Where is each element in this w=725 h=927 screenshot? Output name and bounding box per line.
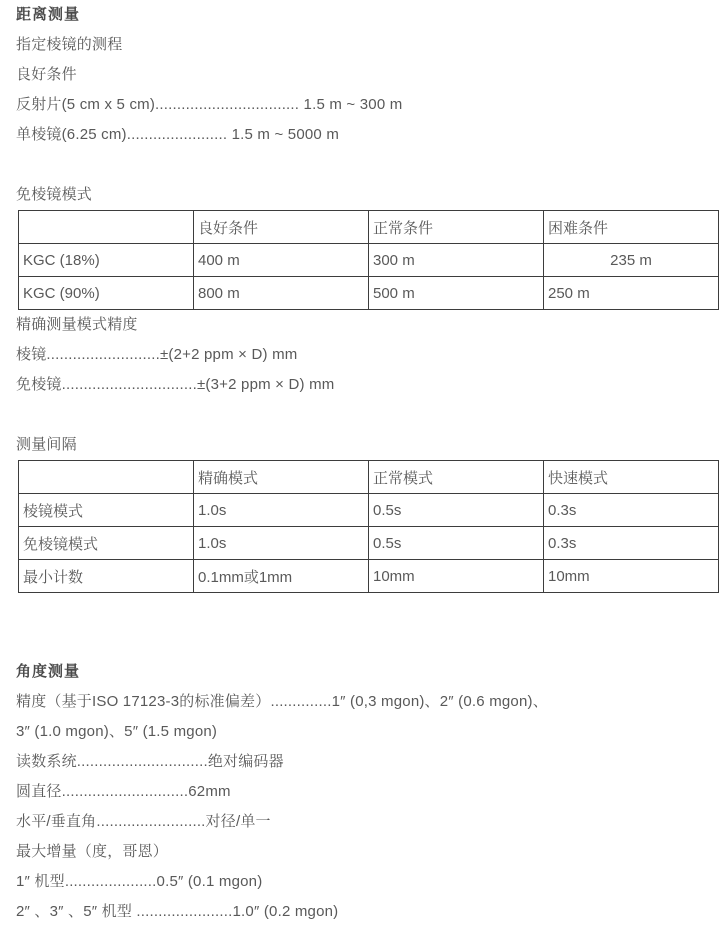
measurement-interval-table	[18, 460, 719, 593]
table-row	[19, 244, 719, 277]
table-cell: 250 m	[544, 277, 719, 310]
table-header-cell: 困难条件	[544, 211, 719, 244]
table-header-row	[19, 211, 719, 244]
table-cell: 0.3s	[544, 494, 719, 527]
line-reading-system: 读数系统..............................绝对编码器	[16, 753, 284, 770]
table-header-cell: 良好条件	[194, 211, 369, 244]
table-row	[19, 527, 719, 560]
line-circle-diameter: 圆直径.............................62mm	[16, 783, 231, 800]
table-cell: 0.5s	[369, 494, 544, 527]
line-accuracy-iso: 精度（基于ISO 17123-3的标准偏差）..............1″ (0,3 mgon)、2″ (0.6 mgon)、	[16, 693, 548, 710]
table-header-cell	[19, 461, 194, 494]
table-cell: 235 m	[544, 244, 719, 277]
table-cell: 10mm	[544, 560, 719, 593]
table-cell: 300 m	[369, 244, 544, 277]
table-row	[19, 277, 719, 310]
heading-distance-measurement: 距离测量	[16, 6, 81, 23]
line-reflective-sheet-range: 反射片(5 cm x 5 cm)................................. 1.5 m ~ 300 m	[16, 96, 403, 113]
line-accuracy-iso-continued: 3″ (1.0 mgon)、5″ (1.5 mgon)	[16, 723, 218, 740]
table-cell: 10mm	[369, 560, 544, 593]
line-measurement-interval: 测量间隔	[16, 436, 77, 453]
line-precise-mode-accuracy: 精确测量模式精度	[16, 316, 138, 333]
table-cell: 0.3s	[544, 527, 719, 560]
table-cell: 免棱镜模式	[19, 527, 194, 560]
line-prism-accuracy: 棱镜..........................±(2+2 ppm × D) mm	[16, 346, 298, 363]
heading-angle-measurement: 角度测量	[16, 663, 81, 680]
table-header-cell	[19, 211, 194, 244]
table-cell: KGC (18%)	[19, 244, 194, 277]
table-cell: 800 m	[194, 277, 369, 310]
table-cell: 0.1mm或1mm	[194, 560, 369, 593]
line-good-conditions: 良好条件	[16, 66, 77, 83]
table-row	[19, 494, 719, 527]
line-horizontal-vertical-angle: 水平/垂直角.........................对径/单一	[16, 813, 271, 830]
spacer	[16, 593, 725, 657]
table-cell: 1.0s	[194, 527, 369, 560]
line-specified-prism-range: 指定棱镜的测程	[16, 36, 123, 53]
line-models-2-3-5sec: 2″ 、3″ 、5″ 机型 ......................1.0″ (0.2 mgon)	[16, 903, 339, 920]
line-model-1sec: 1″ 机型.....................0.5″ (0.1 mgon)	[16, 873, 263, 890]
line-reflectorless-mode: 免棱镜模式	[16, 186, 93, 203]
table-header-cell: 精确模式	[194, 461, 369, 494]
spacer	[16, 150, 725, 180]
line-max-increment: 最大增量（度，哥恩）	[16, 843, 169, 860]
table-cell: 400 m	[194, 244, 369, 277]
table-header-cell: 正常模式	[369, 461, 544, 494]
table-cell: 500 m	[369, 277, 544, 310]
table-row	[19, 560, 719, 593]
line-reflectorless-accuracy: 免棱镜...............................±(3+2 ppm × D) mm	[16, 376, 335, 393]
table-cell: KGC (90%)	[19, 277, 194, 310]
spacer	[16, 400, 725, 430]
table-cell: 最小计数	[19, 560, 194, 593]
reflectorless-range-table	[18, 210, 719, 310]
table-cell: 1.0s	[194, 494, 369, 527]
line-single-prism-range: 单棱镜(6.25 cm)....................... 1.5 m ~ 5000 m	[16, 126, 340, 143]
table-cell: 0.5s	[369, 527, 544, 560]
table-header-row	[19, 461, 719, 494]
table-cell: 棱镜模式	[19, 494, 194, 527]
table-header-cell: 正常条件	[369, 211, 544, 244]
table-header-cell: 快速模式	[544, 461, 719, 494]
